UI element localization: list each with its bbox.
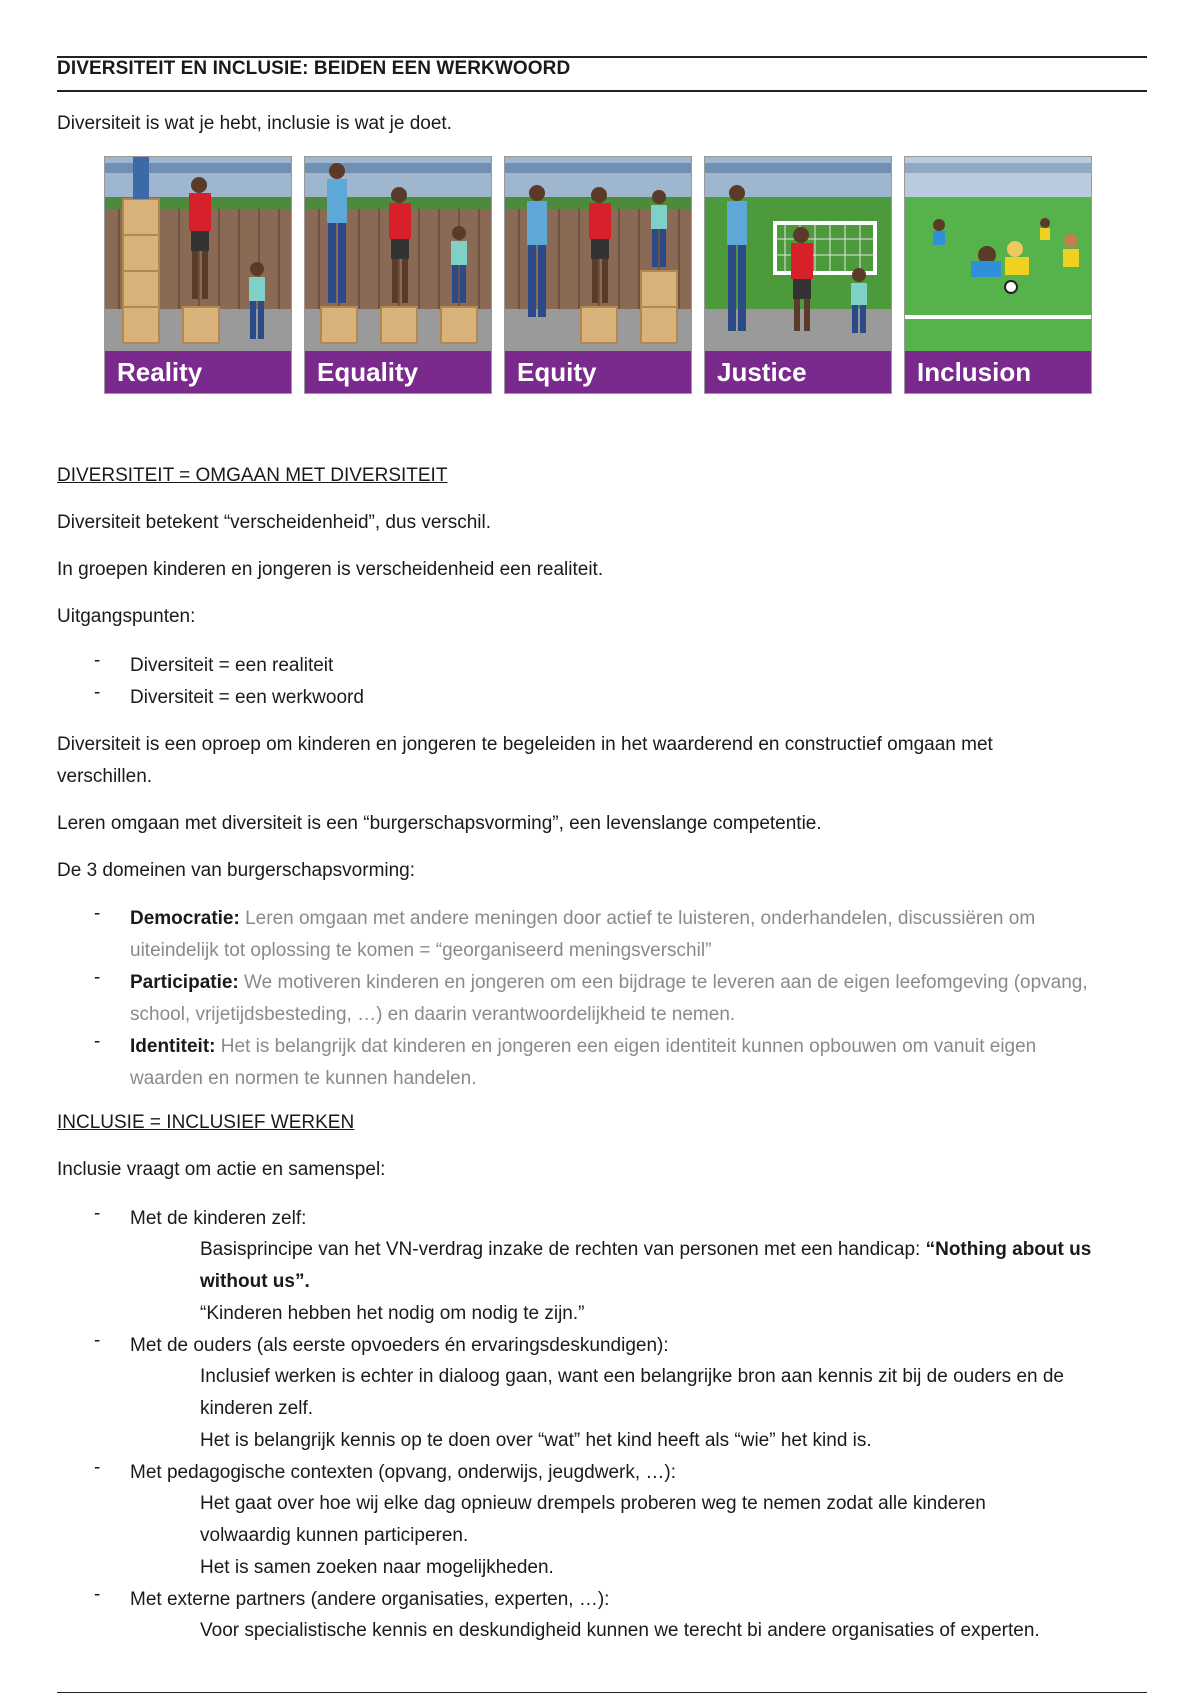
- inclusion-item-head: Met externe partners (andere organisaties, experten, …):: [130, 1589, 610, 1610]
- bullet-dash: -: [94, 1203, 101, 1224]
- bullet-dash: -: [94, 682, 101, 703]
- domain-term: Democratie:: [130, 908, 240, 929]
- text-line: Inclusief werken is echter in dialoog gaan, want een belangrijke bron aan kennis zit bij de ouders en de: [200, 1366, 1064, 1387]
- intro-text: Diversiteit is wat je hebt, inclusie is wat je doet.: [57, 113, 452, 134]
- text-line: Het is samen zoeken naar mogelijkheden.: [200, 1557, 554, 1578]
- paragraph: In groepen kinderen en jongeren is verscheidenheid een realiteit.: [57, 559, 604, 580]
- panel-label: Reality: [105, 351, 291, 393]
- inclusion-item-text: [200, 1488, 1150, 1584]
- panel-label: Equity: [505, 351, 691, 393]
- panel-label: Equality: [305, 351, 491, 393]
- panel-label: Justice: [705, 351, 891, 393]
- text-line: Het is belangrijk kennis op te doen over “wat” het kind heeft als “wie” het kind is.: [200, 1430, 872, 1451]
- text-line: Het gaat over hoe wij elke dag opnieuw drempels proberen weg te nemen zodat alle kinderen: [200, 1493, 986, 1514]
- text-line: “Kinderen hebben het nodig om nodig te zijn.”: [200, 1303, 585, 1324]
- illustration-strip: [104, 156, 1094, 394]
- paragraph: Diversiteit is een oproep om kinderen en jongeren te begeleiden in het waarderend en constructief omgaan met: [57, 734, 993, 755]
- inclusion-item-text: [200, 1234, 1150, 1330]
- domain-identiteit: [130, 1031, 1150, 1095]
- bottom-rule: [57, 1692, 1147, 1693]
- text-line: Voor specialistische kennis en deskundigheid kunnen we terecht bi andere organisaties of experten.: [200, 1620, 1040, 1641]
- quote-bold: “Nothing about us: [925, 1239, 1092, 1260]
- panel-label: Inclusion: [905, 351, 1091, 393]
- domain-text: We motiveren kinderen en jongeren om een bijdrage te leveren aan de eigen leefomgeving (opvang,: [244, 972, 1088, 993]
- bullet-dash: -: [94, 967, 101, 988]
- inclusion-item-text: [200, 1615, 1150, 1647]
- domain-term: Participatie:: [130, 972, 239, 993]
- domain-term: Identiteit:: [130, 1036, 216, 1057]
- bullet-dash: -: [94, 650, 101, 671]
- bullet-dash: -: [94, 1031, 101, 1052]
- bullet-dash: -: [94, 1330, 101, 1351]
- domain-democratie: [130, 903, 1150, 967]
- inclusion-item-head: Met pedagogische contexten (opvang, onderwijs, jeugdwerk, …):: [130, 1462, 677, 1483]
- panel-inclusion: [904, 156, 1092, 394]
- panel-justice: [704, 156, 892, 394]
- domain-text: uiteindelijk tot oplossing te komen = “georganiseerd meningsverschil”: [130, 940, 712, 961]
- section-heading-diversiteit: DIVERSITEIT = OMGAAN MET DIVERSITEIT: [57, 465, 448, 486]
- paragraph: Inclusie vraagt om actie en samenspel:: [57, 1159, 386, 1180]
- bullet-item: Diversiteit = een realiteit: [130, 655, 334, 676]
- page-title: DIVERSITEIT EN INCLUSIE: BEIDEN EEN WERKWOORD: [57, 58, 571, 79]
- domain-participatie: [130, 967, 1160, 1031]
- domain-text: waarden en normen te kunnen handelen.: [130, 1068, 477, 1089]
- text-line: Basisprincipe van het VN-verdrag inzake de rechten van personen met een handicap:: [200, 1239, 926, 1260]
- inclusion-item-text: [200, 1361, 1150, 1457]
- panel-reality: [104, 156, 292, 394]
- bullet-dash: -: [94, 903, 101, 924]
- inclusion-item-head: Met de kinderen zelf:: [130, 1208, 307, 1229]
- quote-bold: without us”.: [200, 1271, 310, 1292]
- bullet-item: Diversiteit = een werkwoord: [130, 687, 364, 708]
- paragraph: Diversiteit betekent “verscheidenheid”, dus verschil.: [57, 512, 492, 533]
- domain-text: Leren omgaan met andere meningen door actief te luisteren, onderhandelen, discussiëren om: [245, 908, 1036, 929]
- bullet-dash: -: [94, 1457, 101, 1478]
- paragraph: De 3 domeinen van burgerschapsvorming:: [57, 860, 416, 881]
- panel-equity: [504, 156, 692, 394]
- section-heading-inclusie: INCLUSIE = INCLUSIEF WERKEN: [57, 1112, 355, 1133]
- text-line: kinderen zelf.: [200, 1398, 314, 1419]
- paragraph: Leren omgaan met diversiteit is een “burgerschapsvorming”, een levenslange competentie.: [57, 813, 822, 834]
- domain-text: school, vrijetijdsbesteding, …) en daarin verantwoordelijkheid te nemen.: [130, 1004, 736, 1025]
- paragraph: verschillen.: [57, 766, 153, 787]
- paragraph: Uitgangspunten:: [57, 606, 196, 627]
- bullet-dash: -: [94, 1584, 101, 1605]
- title-rule: [57, 90, 1147, 92]
- inclusion-item-head: Met de ouders (als eerste opvoeders én ervaringsdeskundigen):: [130, 1335, 669, 1356]
- domain-text: Het is belangrijk dat kinderen en jongeren een eigen identiteit kunnen opbouwen om vanuit eigen: [220, 1036, 1037, 1057]
- text-line: volwaardig kunnen participeren.: [200, 1525, 469, 1546]
- panel-equality: [304, 156, 492, 394]
